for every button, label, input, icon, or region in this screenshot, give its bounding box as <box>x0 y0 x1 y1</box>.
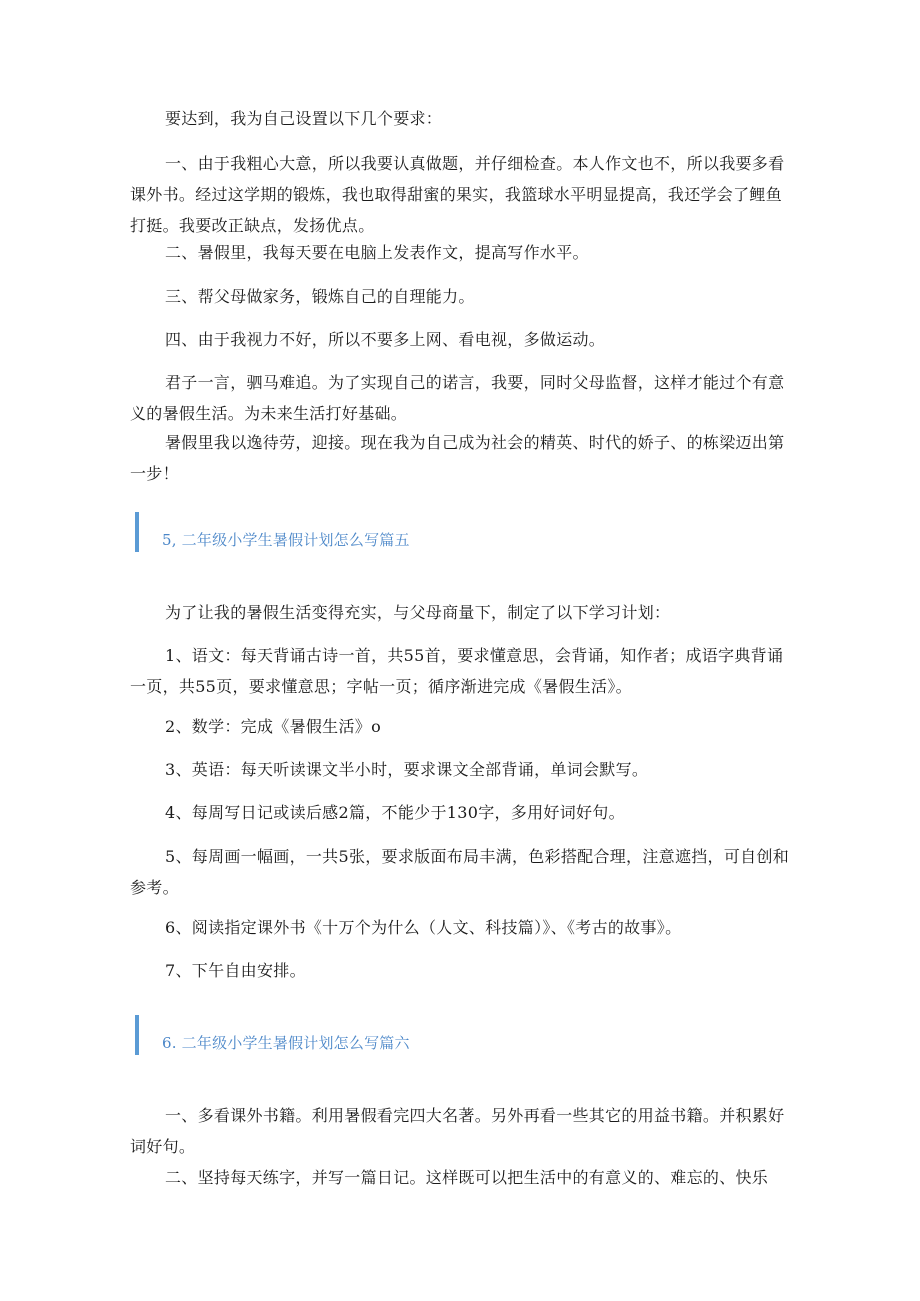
paragraph-requirement-four: 四、由于我视力不好，所以不要多上网、看电视，多做运动。 <box>165 330 606 349</box>
paragraph-requirements-intro: 要达到，我为自己设置以下几个要求： <box>165 109 443 128</box>
paragraph-requirement-one: 一、由于我粗心大意，所以我要认真做题，并仔细检查。本人作文也不，所以我要多看课外书。经过这学期的锻炼，我也取得甜蜜的果实，我篮球水平明显提高，我还学会了鲤鱼打挺。我要改正缺点，发扬优点。 <box>130 154 785 235</box>
section-title-six: 6. 二年级小学生暑假计划怎么写篇六 <box>162 1034 410 1052</box>
paragraph-plan-intro: 为了让我的暑假生活变得充实，与父母商量下，制定了以下学习计划： <box>165 603 671 622</box>
paragraph-requirement-two: 二、暑假里，我每天要在电脑上发表作文，提高写作水平。 <box>165 243 589 262</box>
section-heading-six <box>130 1015 797 1055</box>
heading-accent-bar <box>135 1015 139 1055</box>
paragraph-summer-step: 暑假里我以逸待劳，迎接。现在我为自己成为社会的精英、时代的娇子、的栋梁迈出第一步！ <box>130 433 785 483</box>
paragraph-plan-afternoon: 7、下午自由安排。 <box>165 961 306 980</box>
paragraph-plan-english: 3、英语：每天听读课文半小时，要求课文全部背诵，单词会默写。 <box>165 760 649 779</box>
paragraph-plan-chinese: 1、语文：每天背诵古诗一首，共55首，要求懂意思，会背诵，知作者；成语字典背诵一页，共55页，要求懂意思；字帖一页；循序渐进完成《暑假生活》。 <box>130 646 784 696</box>
paragraph-plan-drawing: 5、每周画一幅画，一共5张，要求版面布局丰满，色彩搭配合理，注意遮挡，可自创和参考。 <box>130 847 790 897</box>
paragraph-plan-reading: 6、阅读指定课外书《十万个为什么（人文、科技篇）》、《考古的故事》。 <box>165 918 682 937</box>
heading-accent-bar <box>135 512 139 552</box>
paragraph-writing: 二、坚持每天练字，并写一篇日记。这样既可以把生活中的有意义的、难忘的、快乐 <box>165 1168 769 1187</box>
paragraph-plan-math: 2、数学：完成《暑假生活》o <box>165 717 382 736</box>
paragraph-plan-diary: 4、每周写日记或读后感2篇，不能少于130字，多用好词好句。 <box>165 803 625 822</box>
paragraph-books: 一、多看课外书籍。利用暑假看完四大名著。另外再看一些其它的用益书籍。并积累好词好句。 <box>130 1106 785 1156</box>
section-heading-five <box>130 512 797 552</box>
paragraph-requirement-three: 三、帮父母做家务，锻炼自己的自理能力。 <box>165 287 475 306</box>
section-title-five: 5, 二年级小学生暑假计划怎么写篇五 <box>162 531 410 549</box>
paragraph-promise: 君子一言，驷马难追。为了实现自己的诺言，我要，同时父母监督，这样才能过个有意义的暑假生活。为未来生活打好基础。 <box>130 373 785 423</box>
